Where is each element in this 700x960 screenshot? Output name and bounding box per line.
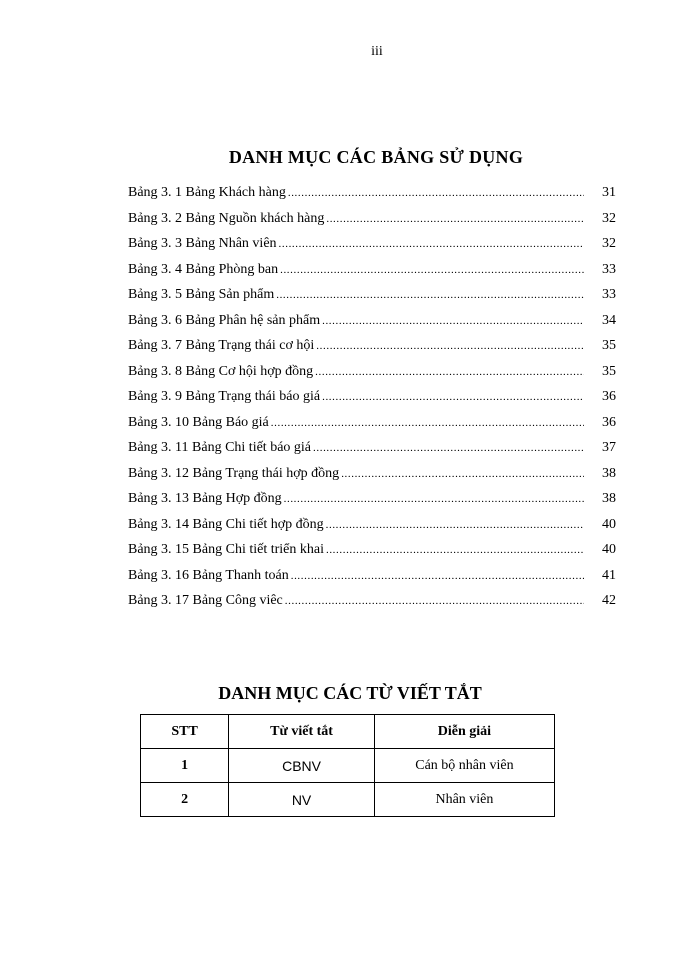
toc-leader-dots xyxy=(313,442,584,454)
toc-entry[interactable] xyxy=(128,364,616,390)
toc-entry-page: 38 xyxy=(602,465,616,481)
toc-entry[interactable] xyxy=(128,211,616,237)
table-row xyxy=(141,783,555,817)
toc-leader-dots xyxy=(284,493,584,505)
toc-entry-label: Bảng 3. 7 Bảng Trạng thái cơ hội xyxy=(128,338,315,353)
toc-entry[interactable] xyxy=(128,568,616,594)
toc-entry-label: Bảng 3. 9 Bảng Trạng thái báo giá xyxy=(128,389,321,404)
cell-stt: 2 xyxy=(141,783,229,817)
toc-leader-dots xyxy=(315,366,584,378)
header-description: Diễn giải xyxy=(374,715,554,749)
toc-entry-label: Bảng 3. 11 Bảng Chi tiết báo giá xyxy=(128,440,312,455)
toc-entry[interactable] xyxy=(128,236,616,262)
toc-entry[interactable] xyxy=(128,440,616,466)
toc-entry[interactable] xyxy=(128,313,616,339)
toc-entry-label: Bảng 3. 2 Bảng Nguồn khách hàng xyxy=(128,210,325,226)
toc-entry-page: 36 xyxy=(602,389,616,404)
toc-leader-dots xyxy=(291,570,584,582)
toc-entry[interactable] xyxy=(128,466,616,492)
abbreviations-title: DANH MỤC CÁC TỪ VIẾT TẮT xyxy=(218,683,482,703)
toc-entry-label: Bảng 3. 13 Bảng Hợp đồng xyxy=(128,491,282,506)
toc-leader-dots xyxy=(280,264,584,276)
toc-entry-page: 31 xyxy=(602,185,616,200)
toc-entry-label: Bảng 3. 10 Bảng Báo giá xyxy=(128,414,269,430)
toc-entry-page: 34 xyxy=(602,312,616,328)
toc-entry-page: 35 xyxy=(602,363,616,379)
toc-leader-dots xyxy=(285,595,584,607)
toc-entry-page: 38 xyxy=(602,491,616,506)
toc-leader-dots xyxy=(326,544,584,556)
toc-entry[interactable] xyxy=(128,415,616,441)
table-header-row xyxy=(141,715,555,749)
toc-entry[interactable] xyxy=(128,262,616,288)
toc-entry[interactable] xyxy=(128,517,616,543)
toc-leader-dots xyxy=(271,417,584,429)
header-stt: STT xyxy=(141,715,229,749)
toc-entry-label: Bảng 3. 16 Bảng Thanh toán xyxy=(128,567,289,583)
toc-leader-dots xyxy=(326,519,584,531)
abbreviations-table xyxy=(140,714,555,817)
toc-entry-page: 36 xyxy=(602,414,616,430)
toc-leader-dots xyxy=(322,315,584,327)
toc-entry[interactable] xyxy=(128,542,616,568)
cell-description: Nhân viên xyxy=(374,783,554,817)
toc-leader-dots xyxy=(326,213,584,225)
cell-description: Cán bộ nhân viên xyxy=(374,749,554,783)
toc-entry-label: Bảng 3. 17 Bảng Công viêc xyxy=(128,593,283,608)
toc-entry[interactable] xyxy=(128,287,616,313)
toc-title: DANH MỤC CÁC BẢNG SỬ DỤNG xyxy=(228,147,524,167)
cell-stt: 1 xyxy=(141,749,229,783)
toc-leader-dots xyxy=(279,238,584,250)
table-of-tables xyxy=(128,185,616,619)
header-abbreviation: Từ viết tắt xyxy=(229,715,375,749)
toc-entry-label: Bảng 3. 1 Bảng Khách hàng xyxy=(128,185,286,200)
toc-entry-page: 35 xyxy=(602,338,616,353)
cell-abbreviation: NV xyxy=(229,783,375,817)
toc-entry[interactable] xyxy=(128,338,616,364)
toc-entry-label: Bảng 3. 3 Bảng Nhân viên xyxy=(128,236,277,251)
toc-entry-label: Bảng 3. 6 Bảng Phân hệ sản phẩm xyxy=(128,312,321,328)
toc-entry-page: 32 xyxy=(602,210,616,226)
toc-entry[interactable] xyxy=(128,389,616,415)
toc-entry-label: Bảng 3. 5 Bảng Sản phẩm xyxy=(128,287,275,302)
toc-entry-page: 40 xyxy=(602,542,616,557)
toc-entry[interactable] xyxy=(128,185,616,211)
toc-entry-page: 33 xyxy=(602,261,616,277)
toc-leader-dots xyxy=(288,187,584,199)
page-number: iii xyxy=(371,44,383,59)
toc-leader-dots xyxy=(276,289,584,301)
toc-entry-page: 32 xyxy=(602,236,616,251)
toc-leader-dots xyxy=(341,468,584,480)
toc-entry-page: 37 xyxy=(602,440,616,455)
toc-entry-label: Bảng 3. 8 Bảng Cơ hội hợp đồng xyxy=(128,363,314,379)
table-row xyxy=(141,749,555,783)
toc-entry-page: 33 xyxy=(602,287,616,302)
toc-entry-label: Bảng 3. 14 Bảng Chi tiết hợp đồng xyxy=(128,516,324,532)
toc-entry-page: 42 xyxy=(602,593,616,608)
toc-leader-dots xyxy=(322,391,584,403)
toc-entry-page: 41 xyxy=(602,567,616,583)
toc-entry[interactable] xyxy=(128,491,616,517)
toc-entry[interactable] xyxy=(128,593,616,619)
cell-abbreviation: CBNV xyxy=(229,749,375,783)
toc-entry-label: Bảng 3. 12 Bảng Trạng thái hợp đồng xyxy=(128,465,340,481)
toc-entry-page: 40 xyxy=(602,516,616,532)
toc-entry-label: Bảng 3. 15 Bảng Chi tiết triển khai xyxy=(128,542,324,557)
toc-entry-label: Bảng 3. 4 Bảng Phòng ban xyxy=(128,261,279,277)
toc-leader-dots xyxy=(316,340,584,352)
